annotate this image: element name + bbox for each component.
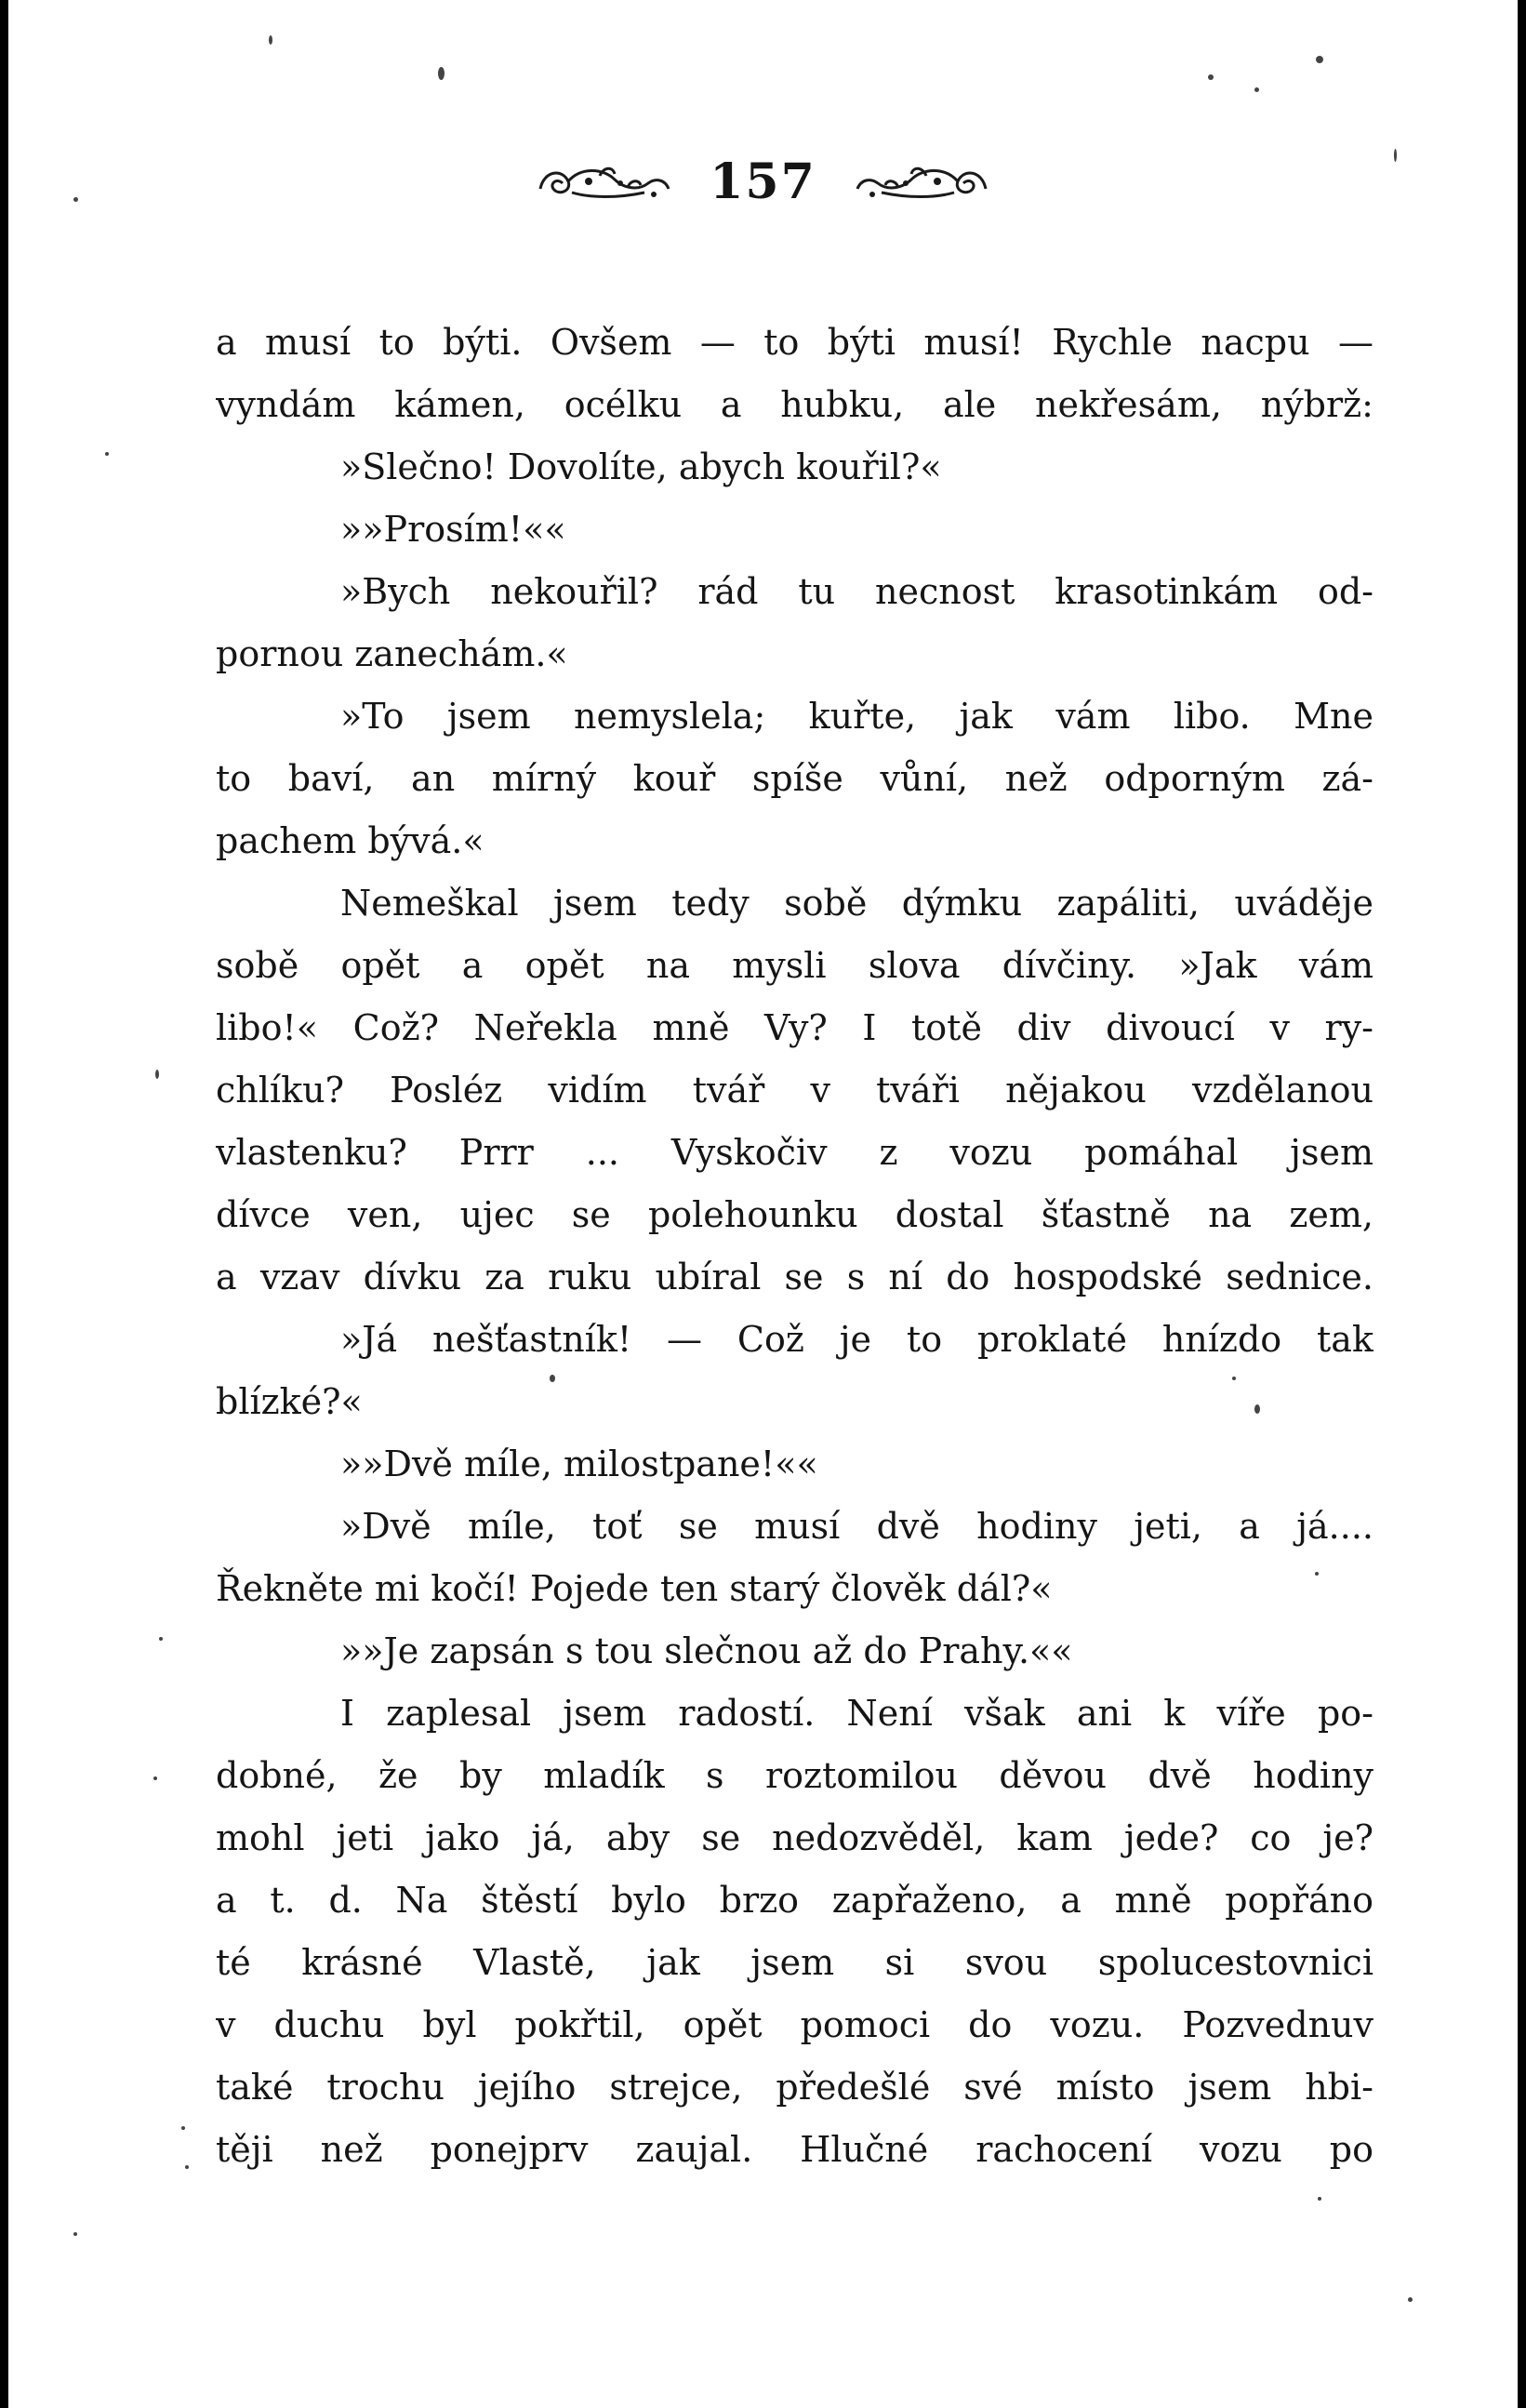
text-line-15: dívce ven, ujec se polehounku dostal šťastně na zem, — [216, 1194, 1373, 1235]
scan-speck — [1208, 74, 1214, 80]
scan-speck — [1316, 56, 1323, 63]
text-line-22: »»Je zapsán s tou slečnou až do Prahy.«« — [340, 1630, 1073, 1671]
floral-ornament-right-icon — [852, 161, 991, 202]
text-line-3: »Slečno! Dovolíte, abych kouřil?« — [340, 446, 942, 487]
scan-speck — [73, 2232, 77, 2236]
text-line-30: těji než ponejprv zaujal. Hlučné rachocení vozu po — [216, 2129, 1373, 2170]
scan-speck — [1394, 149, 1397, 162]
text-line-20: »Dvě míle, toť se musí dvě hodiny jeti, a já.... — [340, 1506, 1373, 1547]
scan-speck — [73, 197, 78, 202]
scan-speck — [1232, 1377, 1236, 1380]
page-header — [8, 149, 1518, 214]
scan-speck — [1408, 2297, 1413, 2302]
text-line-10: Nemeškal jsem tedy sobě dýmku zapáliti, uváděje — [340, 883, 1373, 924]
text-line-8: to baví, an mírný kouř spíše vůní, než odporným zá- — [216, 758, 1373, 799]
text-line-9: pachem bývá.« — [216, 820, 484, 861]
text-line-18: blízké?« — [216, 1381, 363, 1422]
text-line-19: »»Dvě míle, milostpane!«« — [340, 1443, 818, 1484]
scan-edge-right — [1518, 0, 1526, 2408]
text-line-28: v duchu byl pokřtil, opět pomoci do vozu. Pozvednuv — [216, 2004, 1373, 2045]
text-line-17: »Já nešťastník! — Což je to proklaté hnízdo tak — [340, 1319, 1373, 1360]
text-line-24: dobné, že by mladík s roztomilou děvou dvě hodiny — [216, 1755, 1373, 1796]
scan-speck — [1315, 1572, 1319, 1576]
text-line-14: vlastenku? Prrr ... Vyskočiv z vozu pomáhal jsem — [216, 1132, 1373, 1173]
text-line-1: a musí to býti. Ovšem — to býti musí! Rychle nacpu — — [216, 322, 1373, 363]
text-line-4: »»Prosím!«« — [340, 509, 566, 550]
text-line-11: sobě opět a opět na mysli slova dívčiny. »Jak vám — [216, 945, 1373, 986]
scan-edge-left — [0, 0, 8, 2408]
scan-speck — [269, 35, 272, 45]
text-line-6: pornou zanechám.« — [216, 633, 568, 674]
scan-speck — [153, 1776, 157, 1780]
text-line-5: »Bych nekouřil? rád tu necnost krasotinkám od- — [340, 571, 1373, 612]
text-line-2: vyndám kámen, océlku a hubku, ale nekřesám, nýbrž: — [216, 384, 1373, 425]
text-line-16: a vzav dívku za ruku ubíral se s ní do hospodské sednice. — [216, 1257, 1373, 1297]
page-number: 157 — [710, 153, 816, 210]
floral-ornament-left-icon — [535, 161, 674, 202]
scan-speck — [1318, 2197, 1321, 2201]
book-page — [8, 0, 1518, 2408]
scan-speck — [1254, 1404, 1260, 1414]
text-line-7: »To jsem nemyslela; kuřte, jak vám libo. Mne — [340, 696, 1373, 737]
text-line-29: také trochu jejího strejce, předešlé své místo jsem hbi- — [216, 2067, 1373, 2108]
scan-speck — [155, 1070, 159, 1079]
text-line-12: libo!« Což? Neřekla mně Vy? I totě div divoucí v ry- — [216, 1007, 1373, 1048]
scan-speck — [438, 67, 445, 80]
scan-speck — [185, 2165, 189, 2169]
text-line-23: I zaplesal jsem radostí. Není však ani k víře po- — [340, 1693, 1373, 1734]
text-line-25: mohl jeti jako já, aby se nedozvěděl, kam jede? co je? — [216, 1817, 1373, 1858]
text-line-27: té krásné Vlastě, jak jsem si svou spolucestovnici — [216, 1942, 1373, 1983]
body-text — [216, 312, 1373, 2181]
scan-speck — [1254, 87, 1259, 92]
scan-speck — [159, 1637, 163, 1641]
scan-speck — [105, 452, 109, 456]
text-line-13: chlíku? Posléz vidím tvář v tváři nějakou vzdělanou — [216, 1070, 1373, 1111]
text-line-21: Řekněte mi kočí! Pojede ten starý člověk dál?« — [216, 1568, 1053, 1609]
text-line-26: a t. d. Na štěstí bylo brzo zapřaženo, a mně popřáno — [216, 1880, 1373, 1921]
scan-speck — [550, 1375, 555, 1382]
scan-speck — [181, 2126, 185, 2130]
